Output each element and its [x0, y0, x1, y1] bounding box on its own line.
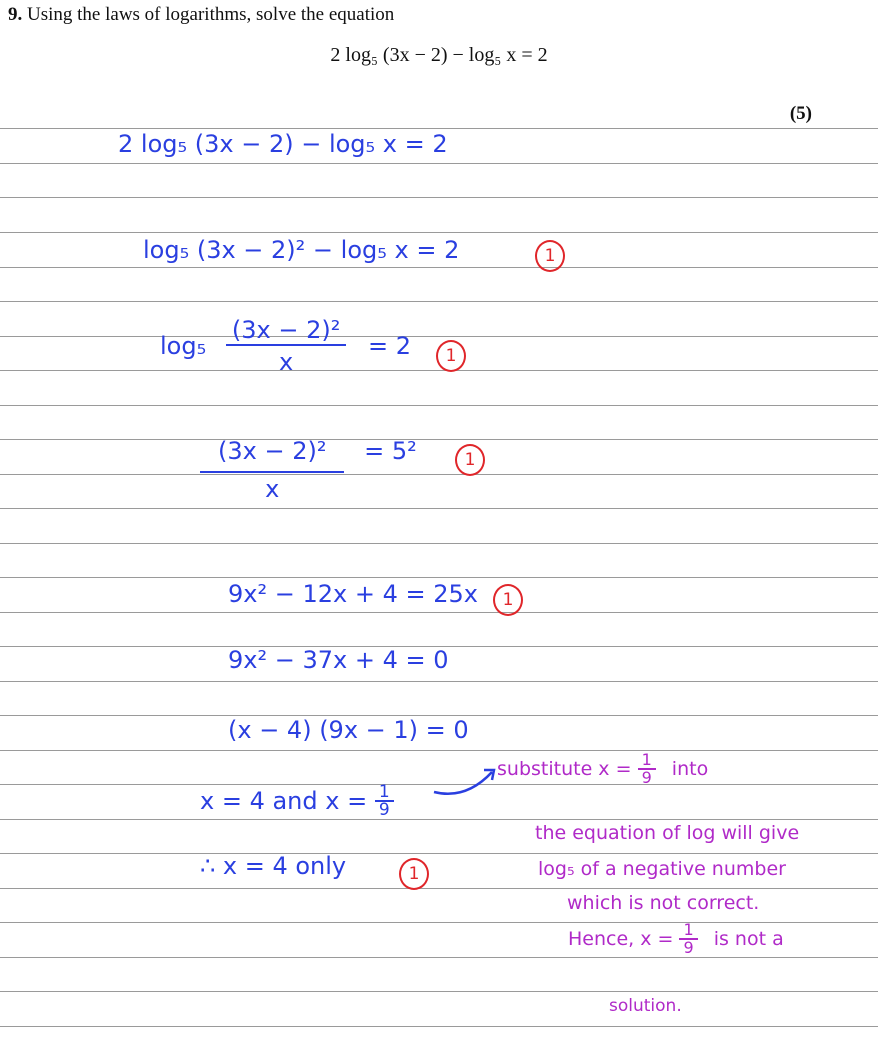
fraction-denominator: 9 [683, 938, 694, 957]
working-line-8 [200, 784, 394, 818]
note-line-2: the equation of log will give [535, 822, 800, 844]
ruled-line [0, 474, 878, 475]
fraction [375, 784, 394, 818]
mark-circle: 1 [455, 444, 485, 476]
working-line-5: 9x² − 12x + 4 = 25x [228, 580, 478, 608]
fraction-denominator: 9 [378, 800, 390, 820]
fraction-denominator: 9 [641, 768, 652, 787]
equals-rhs: = 2 [367, 332, 411, 360]
note-line-4: which is not correct. [567, 892, 760, 914]
note-text: Hence, x = [568, 928, 674, 950]
ruled-line [0, 957, 878, 958]
ruled-line [0, 301, 878, 302]
ruled-line [0, 508, 878, 509]
working-line-3 [160, 316, 411, 376]
marks-total: (5) [789, 103, 812, 124]
ruled-line [0, 681, 878, 682]
mark-circle: 1 [436, 340, 466, 372]
ruled-line [0, 853, 878, 854]
ruled-line [0, 819, 878, 820]
note-line-6: solution. [609, 996, 682, 1016]
mark-circle: 1 [493, 584, 523, 616]
working-line-2: log₅ (3x − 2)² − log₅ x = 2 [143, 236, 460, 264]
ruled-line [0, 991, 878, 992]
fraction [200, 437, 344, 503]
roots-text: x = 4 and x = [200, 787, 368, 815]
ruled-line [0, 232, 878, 233]
question-text [8, 4, 394, 26]
note-text: substitute x = [497, 758, 632, 780]
fraction-numerator: 1 [638, 752, 656, 770]
fraction [638, 752, 656, 786]
working-line-4 [200, 437, 417, 503]
fraction-numerator: 1 [375, 784, 394, 802]
note-line-1 [497, 752, 708, 786]
ruled-line [0, 128, 878, 129]
ruled-line [0, 370, 878, 371]
fraction-numerator: 1 [679, 922, 697, 940]
working-conclusion: ∴ x = 4 only [200, 852, 347, 880]
note-line-3: log₅ of a negative number [538, 858, 786, 880]
note-line-5 [568, 922, 784, 956]
ruled-line [0, 405, 878, 406]
question-prompt: Using the laws of logarithms, solve the equation [27, 4, 395, 25]
ruled-line [0, 163, 878, 164]
ruled-line [0, 267, 878, 268]
ruled-line [0, 577, 878, 578]
ruled-line [0, 612, 878, 613]
equals-rhs: = 5² [364, 437, 417, 465]
fraction [679, 922, 697, 956]
fraction-numerator: (3x − 2)² [200, 437, 344, 473]
mark-circle: 1 [535, 240, 565, 272]
ruled-line [0, 439, 878, 440]
fraction [226, 316, 346, 376]
ruled-line [0, 543, 878, 544]
mark-circle: 1 [399, 858, 429, 890]
ruled-line [0, 197, 878, 198]
question-equation: 2 log₅ (3x − 2) − log₅ x = 2 [330, 44, 548, 66]
working-line-7: (x − 4) (9x − 1) = 0 [228, 716, 469, 744]
fraction-denominator: x [265, 475, 280, 503]
fraction-denominator: x [278, 348, 294, 376]
log-base-5: log₅ [160, 332, 207, 360]
note-text: into [671, 758, 709, 780]
question-number: 9. [8, 4, 23, 25]
ruled-line [0, 1026, 878, 1027]
fraction-numerator: (3x − 2)² [226, 316, 346, 346]
working-line-6: 9x² − 37x + 4 = 0 [228, 646, 449, 674]
ruled-line [0, 750, 878, 751]
ruled-line [0, 336, 878, 337]
note-text: is not a [713, 928, 784, 950]
working-line-1: 2 log₅ (3x − 2) − log₅ x = 2 [118, 130, 448, 158]
ruled-line [0, 888, 878, 889]
